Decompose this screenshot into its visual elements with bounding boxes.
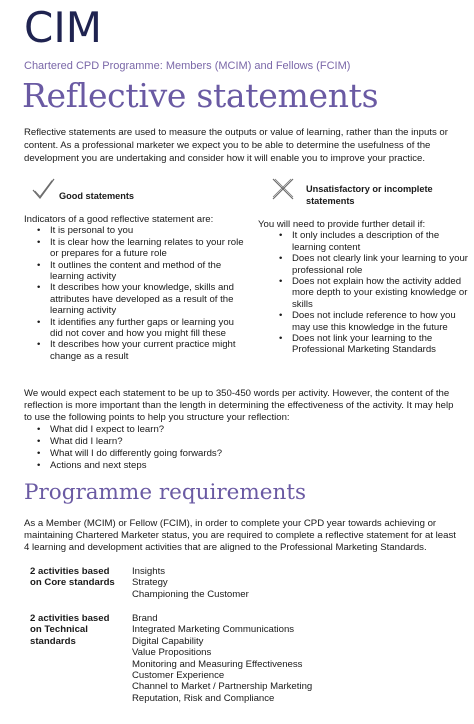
list-item: Insights (132, 566, 166, 577)
list-item: • What did I expect to learn? (50, 424, 456, 436)
technical-standards-label (30, 613, 109, 647)
checkmark-icon (30, 176, 56, 202)
technical-label-line: on Technical (30, 624, 88, 636)
list-item: • It is clear how the learning relates to your role or prepares for a future role (50, 237, 246, 260)
list-item: • What did I learn? (50, 436, 456, 448)
list-item: • It describes how your knowledge, skills and attributes have developed as a result of the learning activity (50, 282, 246, 316)
list-item: Channel to Market / Partnership Marketing (132, 681, 313, 693)
structure-paragraph: We would expect each statement to be up to 350-450 words per activity. However, the content of the reflection is more important than the length in determining the effectiveness of the activity. It may help to use the following points to help you structure your reflection: (24, 388, 454, 423)
unsatisfactory-statements-list (258, 230, 468, 355)
technical-standards-list (132, 613, 312, 704)
list-item: Digital Capability (132, 635, 204, 647)
list-item: Championing the Customer (132, 588, 249, 600)
requirements-paragraph: As a Member (MCIM) or Fellow (FCIM), in order to complete your CPD year towards achieving or maintaining Chartered Marketer status, you are required to complete a reflective statement for at least 4 learning and development activities that are aligned to the Professional Marketing Standards. (24, 518, 456, 554)
core-standards-label (30, 566, 115, 589)
technical-label-line: standards (30, 635, 76, 647)
list-item: Value Propositions (132, 647, 212, 659)
programme-subtitle: Chartered CPD Programme: Members (MCIM) and Fellows (FCIM) (24, 60, 351, 72)
cim-logo (24, 6, 104, 46)
list-item: • It is personal to you (50, 225, 246, 236)
unsatisfactory-statements-heading: Unsatisfactory or incomplete statements (306, 184, 433, 206)
technical-label-line: 2 activities based (30, 613, 110, 624)
page-title: Reflective statements (22, 76, 379, 115)
unsatisfactory-statements-lead: You will need to provide further detail if: (258, 219, 426, 230)
list-item: • Does not include reference to how you may use this knowledge in the future (292, 310, 468, 333)
list-item: Monitoring and Measuring Effectiveness (132, 658, 303, 670)
list-item: Brand (132, 613, 158, 624)
list-item: Integrated Marketing Communications (132, 624, 295, 636)
good-statements-column (24, 214, 246, 362)
list-item: • Does not link your learning to the Professional Marketing Standards (292, 333, 468, 356)
list-item: • Does not clearly link your learning to your professional role (292, 253, 468, 276)
list-item: • It outlines the content and method of the learning activity (50, 260, 246, 283)
list-item: Reputation, Risk and Compliance (132, 692, 275, 704)
list-item: • It describes how your current practice might change as a result (50, 339, 246, 362)
list-item: • It only includes a description of the learning content (292, 230, 468, 253)
list-item: • It identifies any further gaps or learning you did not cover and how you might fill these (50, 317, 246, 340)
structure-section (24, 388, 456, 472)
good-statements-heading: Good statements (59, 191, 135, 201)
logo-text: CIM (24, 6, 102, 46)
core-standards-list (132, 566, 249, 600)
good-statements-lead: Indicators of a good reflective statement are: (24, 214, 214, 225)
core-label-line: on Core standards (30, 577, 115, 589)
list-item: • Does not explain how the activity added more depth to your existing knowledge or skills (292, 276, 468, 310)
list-item: Customer Experience (132, 670, 225, 682)
structure-list (24, 424, 456, 472)
list-item: • Actions and next steps (50, 460, 456, 472)
intro-paragraph: Reflective statements are used to measure the outputs or value of learning, rather than the inputs or content. As a professional marketer we expect you to be able to determine the usefulness of the development you are undertaking and consider how it will enable you to improve your practice. (24, 127, 448, 164)
good-statements-list (24, 225, 246, 362)
core-label-line: 2 activities based (30, 566, 110, 577)
cross-icon (270, 176, 296, 202)
unsatisfactory-statements-column (258, 219, 468, 356)
list-item: Strategy (132, 577, 168, 589)
list-item: • What will I do differently going forwards? (50, 448, 456, 460)
programme-requirements-heading: Programme requirements (24, 480, 306, 505)
